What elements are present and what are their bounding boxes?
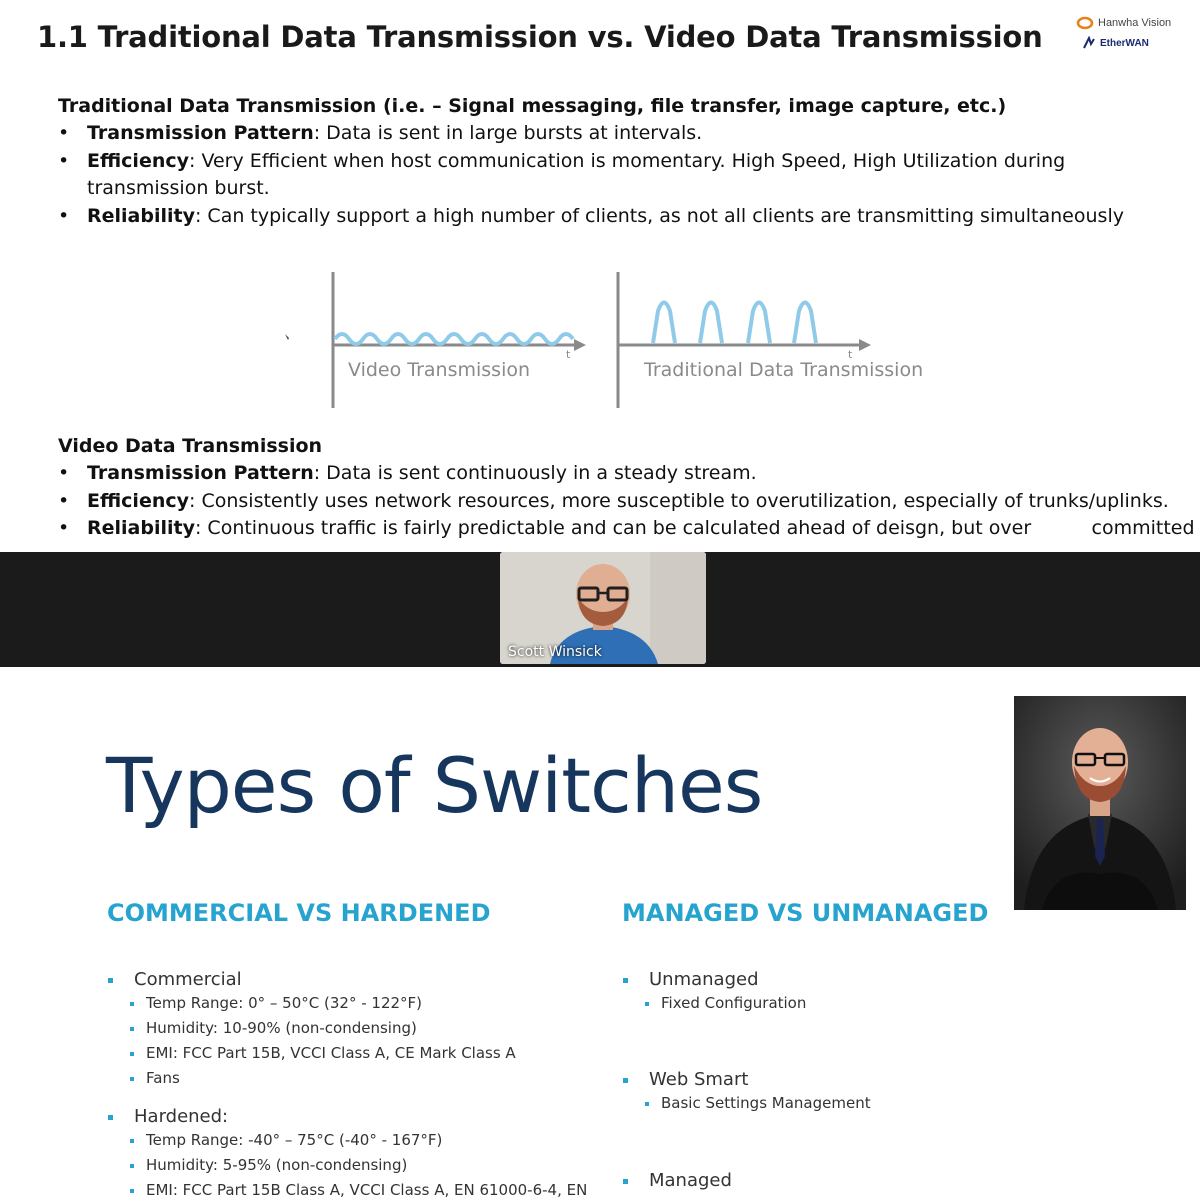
traditional-bullets <box>58 120 1124 230</box>
left-axis-arrow <box>574 339 586 351</box>
list-item: EMI: FCC Part 15B Class A, VCCI Class A, EN 61000-6-4, EN <box>146 1181 588 1199</box>
shared-slide-top <box>0 0 1200 552</box>
list-item: • Transmission Pattern: Data is sent in large bursts at intervals. <box>58 120 1124 148</box>
etherwan-logo-icon <box>1082 36 1096 50</box>
list-item: Unmanaged <box>649 969 759 990</box>
brand-logo <box>1076 16 1191 64</box>
hanwha-logo-icon <box>1076 16 1094 30</box>
logo-line2: EtherWAN <box>1100 37 1149 49</box>
burst-pulse-3 <box>748 303 770 344</box>
list-item: Managed <box>649 1170 732 1191</box>
list-item: Web Smart <box>649 1069 749 1090</box>
burst-pulse-2 <box>700 303 722 344</box>
list-item: Humidity: 5-95% (non-condensing) <box>146 1156 408 1174</box>
slide-title: Types of Switches <box>106 741 763 830</box>
video-bullets <box>58 460 1195 543</box>
list-item: Temp Range: -40° – 75°C (-40° - 167°F) <box>146 1131 443 1149</box>
slide-title: 1.1 Traditional Data Transmission vs. Video Data Transmission <box>37 20 1043 54</box>
participant-strip <box>0 552 1200 667</box>
traditional-transmission-label: Traditional Data Transmission <box>644 359 924 381</box>
list-item: • Efficiency: Very Efficient when host communication is momentary. High Speed, High Utilization during <box>58 148 1124 176</box>
list-item: Humidity: 10-90% (non-condensing) <box>146 1019 417 1037</box>
video-heading: Video Data Transmission <box>58 435 323 457</box>
right-column-heading: MANAGED VS UNMANAGED <box>622 899 989 927</box>
traditional-heading: Traditional Data Transmission (i.e. – Signal messaging, file transfer, image capture, etc.) <box>58 95 1007 117</box>
list-item: • Reliability: Can typically support a high number of clients, as not all clients are transmitting simultaneously <box>58 203 1124 231</box>
list-item: Temp Range: 0° – 50°C (32° - 122°F) <box>146 994 423 1012</box>
presenter-portrait-icon <box>1014 696 1186 910</box>
transmission-diagram <box>280 266 940 416</box>
logo-line1: Hanwha Vision <box>1098 17 1172 29</box>
participant-name: Scott Winsick <box>508 644 602 660</box>
video-transmission-label: Video Transmission <box>348 359 531 381</box>
list-item: • Reliability: Continuous traffic is fairly predictable and can be calculated ahead of deisgn, but over committed <box>58 515 1195 543</box>
participant-video-tile[interactable] <box>500 552 706 664</box>
list-item: Commercial <box>134 969 242 990</box>
right-axis-arrow <box>859 339 871 351</box>
list-item: EMI: FCC Part 15B, VCCI Class A, CE Mark Class A <box>146 1044 516 1062</box>
list-item: • Efficiency: Consistently uses network resources, more susceptible to overutilization, especially of trunks/uplinks. <box>58 488 1195 516</box>
burst-pulse-4 <box>794 303 816 344</box>
list-item: Fixed Configuration <box>661 994 807 1012</box>
burst-pulse-1 <box>653 303 675 344</box>
list-item-continuation: transmission burst. <box>87 177 270 199</box>
left-column-heading: COMMERCIAL VS HARDENED <box>107 899 491 927</box>
presenter-photo <box>1014 696 1186 910</box>
mouse-cursor-icon <box>285 334 289 340</box>
list-item: Hardened: <box>134 1106 229 1127</box>
presenter-slide <box>0 667 1200 1200</box>
right-t-label: t <box>848 348 853 361</box>
video-wave-line <box>335 334 573 344</box>
list-item: • Transmission Pattern: Data is sent continuously in a steady stream. <box>58 460 1195 488</box>
list-item: Fans <box>146 1069 180 1087</box>
left-t-label: t <box>566 348 571 361</box>
list-item: Basic Settings Management <box>661 1094 871 1112</box>
